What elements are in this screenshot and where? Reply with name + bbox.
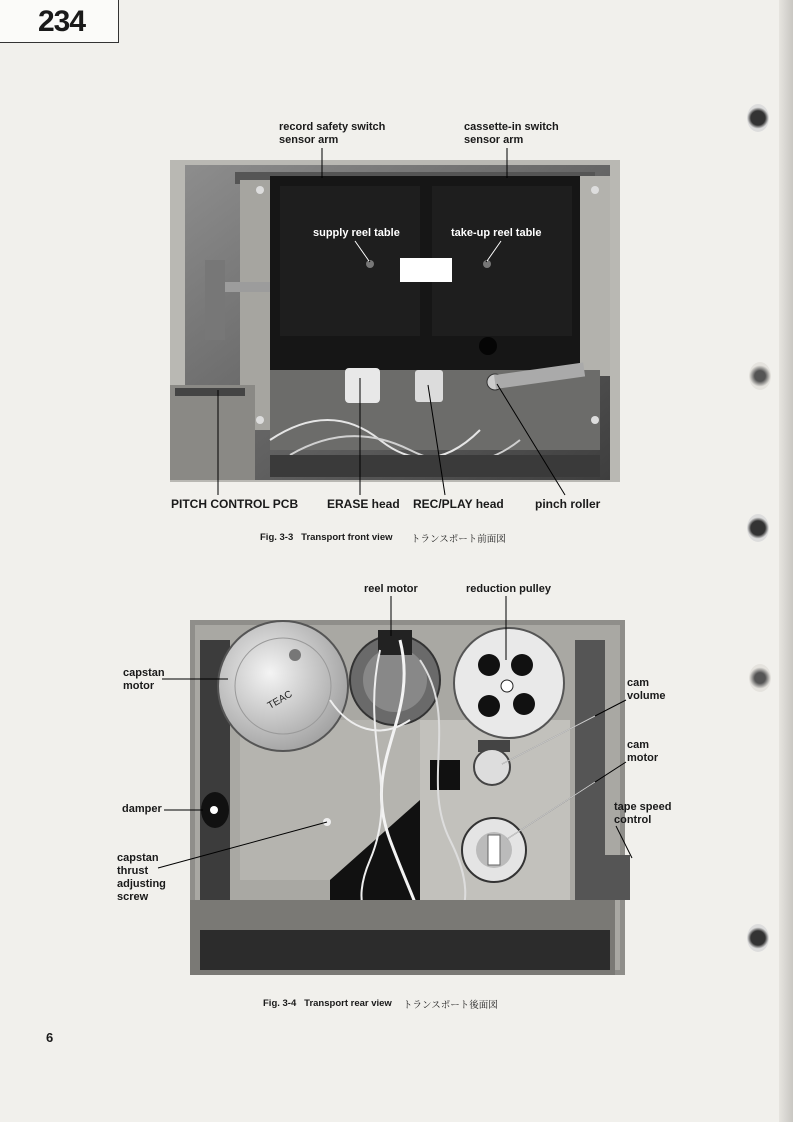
motor-brand-text: TEAC [265,688,295,712]
label-tape-speed-control: tape speed control [614,801,672,826]
label-pinch-roller: pinch roller [535,497,601,511]
label-pitch-control-pcb: PITCH CONTROL PCB [171,497,299,511]
label-damper: damper [122,803,162,815]
label-capstan-motor: capstan motor [123,667,165,692]
label-erase-head: ERASE head [327,497,400,511]
label-supply-reel-table: supply reel table [313,227,400,239]
label-take-up-reel-table: take-up reel table [451,227,542,239]
label-capstan-thrust-screw: capstan thrust adjusting screw [117,852,166,903]
page-number: 6 [46,1030,54,1045]
label-rec-play-head: REC/PLAY head [413,497,504,511]
label-cam-motor: cam motor [627,739,659,764]
label-cam-volume: cam volume [627,677,666,702]
fig1-caption-jp: トランスポート前面図 [411,534,506,545]
label-reel-motor: reel motor [364,583,418,595]
label-cassette-in-switch: cassette-in switch sensor arm [464,121,559,146]
fig2-caption-jp: トランスポート後面図 [403,1000,498,1011]
fig2-caption: Fig. 3-4 Transport rear view [263,998,392,1009]
label-record-safety-switch: record safety switch sensor arm [279,121,386,146]
page-tab-number: 234 [38,5,86,38]
fig1-caption: Fig. 3-3 Transport front view [260,532,393,543]
label-reduction-pulley: reduction pulley [466,583,551,595]
